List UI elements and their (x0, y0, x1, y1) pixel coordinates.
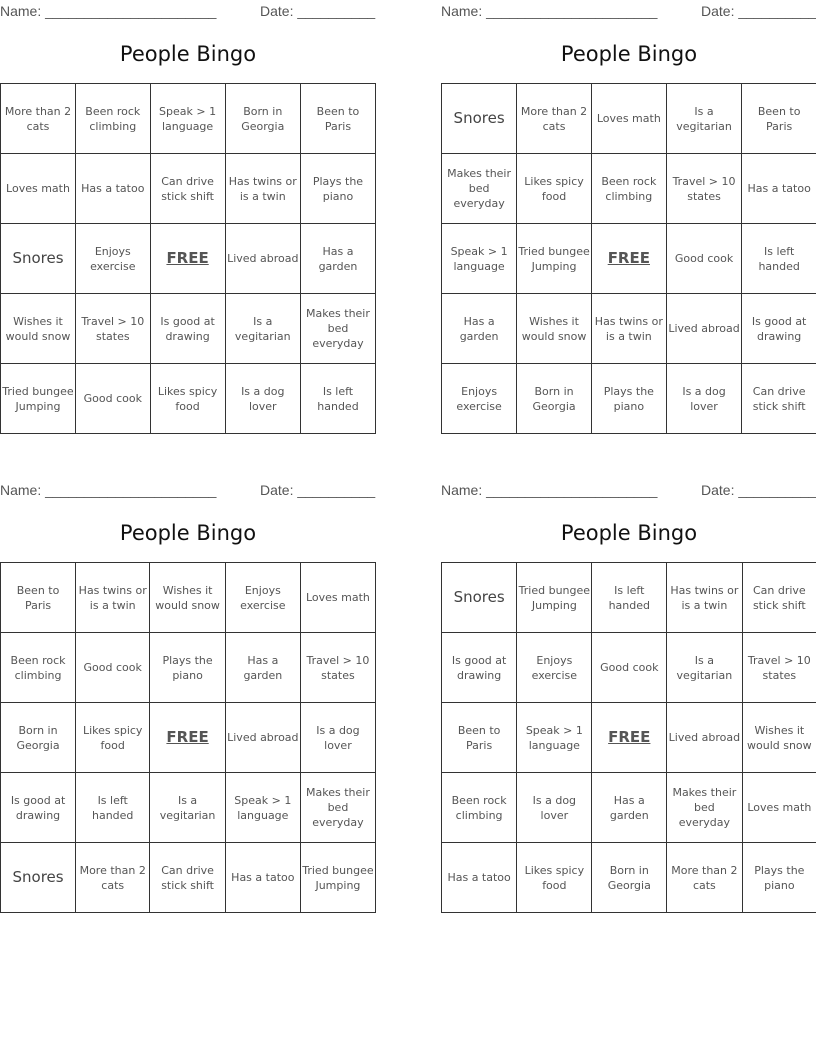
bingo-square[interactable]: Likes spicy food (150, 364, 225, 434)
bingo-square[interactable]: Wishes it would snow (150, 563, 225, 633)
date-field[interactable]: Date: __________ (260, 482, 376, 498)
bingo-square[interactable]: Been rock climbing (591, 154, 666, 224)
bingo-square[interactable]: Has a tatoo (742, 154, 816, 224)
bingo-square[interactable]: Wishes it would snow (1, 294, 76, 364)
grid-row (1, 84, 376, 154)
bingo-square[interactable]: Born in Georgia (225, 84, 300, 154)
grid-row (442, 224, 816, 294)
bingo-square[interactable]: Plays the piano (742, 843, 816, 913)
bingo-square[interactable]: Is a vegitarian (667, 633, 743, 703)
card-header (0, 479, 376, 501)
bingo-square[interactable]: Been rock climbing (75, 84, 150, 154)
bingo-square[interactable]: Likes spicy food (517, 154, 592, 224)
free-square[interactable]: FREE (150, 703, 225, 773)
bingo-square[interactable]: Is a vegitarian (150, 773, 225, 843)
grid-row (442, 773, 816, 843)
bingo-square[interactable]: Snores (1, 224, 76, 294)
bingo-square[interactable]: More than 2 cats (1, 84, 76, 154)
bingo-square[interactable]: Tried bungee Jumping (300, 843, 375, 913)
grid-row (1, 843, 376, 913)
card-title: People Bingo (560, 521, 698, 545)
bingo-square[interactable]: Has a tatoo (75, 154, 150, 224)
name-field[interactable]: Name: ______________________ (0, 482, 217, 498)
grid-row (442, 703, 816, 773)
date-field[interactable]: Date: __________ (701, 482, 816, 498)
bingo-square[interactable]: Is a dog lover (517, 773, 592, 843)
bingo-square[interactable]: Likes spicy food (76, 703, 150, 773)
bingo-square[interactable]: Speak > 1 language (517, 703, 592, 773)
bingo-square[interactable]: Has twins or is a twin (667, 563, 743, 633)
bingo-square[interactable]: Is left handed (742, 224, 816, 294)
bingo-square[interactable]: Speak > 1 language (225, 773, 300, 843)
grid-row (1, 563, 376, 633)
card-header (441, 479, 816, 501)
bingo-square[interactable]: Can drive stick shift (150, 843, 225, 913)
card-title: People Bingo (560, 42, 698, 66)
grid-row (1, 364, 376, 434)
bingo-square[interactable]: Is good at drawing (150, 294, 225, 364)
bingo-square[interactable]: Makes their bed everyday (300, 773, 375, 843)
bingo-square[interactable]: Tried bungee Jumping (517, 563, 592, 633)
bingo-square[interactable]: Has a tatoo (442, 843, 517, 913)
bingo-square[interactable]: Enjoys exercise (442, 364, 517, 434)
bingo-square[interactable]: Lived abroad (667, 703, 743, 773)
bingo-square[interactable]: Loves math (300, 563, 375, 633)
bingo-square[interactable]: Been rock climbing (442, 773, 517, 843)
bingo-card-1 (0, 0, 376, 440)
grid-row (442, 154, 816, 224)
bingo-square[interactable]: Is a vegitarian (666, 84, 742, 154)
bingo-square[interactable]: Has twins or is a twin (225, 154, 300, 224)
bingo-square[interactable]: Can drive stick shift (742, 563, 816, 633)
bingo-square[interactable]: Is good at drawing (742, 294, 816, 364)
free-square[interactable]: FREE (591, 224, 666, 294)
bingo-square[interactable]: Has a garden (225, 633, 300, 703)
grid-row (442, 563, 816, 633)
bingo-square[interactable]: Born in Georgia (592, 843, 667, 913)
bingo-card-3 (0, 479, 376, 919)
card-title: People Bingo (119, 521, 257, 545)
bingo-square[interactable]: Snores (442, 563, 517, 633)
bingo-square[interactable]: Loves math (591, 84, 666, 154)
bingo-square[interactable]: Is left handed (300, 364, 375, 434)
card-header (441, 0, 816, 22)
bingo-square[interactable]: Is good at drawing (442, 633, 517, 703)
grid-row (442, 633, 816, 703)
bingo-square[interactable]: Been to Paris (742, 84, 816, 154)
bingo-grid (0, 83, 376, 434)
bingo-square[interactable]: Speak > 1 language (442, 224, 517, 294)
bingo-square[interactable]: Plays the piano (300, 154, 375, 224)
bingo-grid (0, 562, 376, 913)
bingo-square[interactable]: Has twins or is a twin (76, 563, 150, 633)
bingo-square[interactable]: Wishes it would snow (742, 703, 816, 773)
bingo-square[interactable]: Travel > 10 states (75, 294, 150, 364)
bingo-square[interactable]: Been rock climbing (1, 633, 76, 703)
grid-row (1, 154, 376, 224)
bingo-square[interactable]: Speak > 1 language (150, 84, 225, 154)
bingo-square[interactable]: Been to Paris (442, 703, 517, 773)
bingo-square[interactable]: Good cook (76, 633, 150, 703)
bingo-square[interactable]: Can drive stick shift (742, 364, 816, 434)
bingo-square[interactable]: Good cook (75, 364, 150, 434)
bingo-square[interactable]: Enjoys exercise (225, 563, 300, 633)
bingo-square[interactable]: Makes their bed everyday (300, 294, 375, 364)
bingo-square[interactable]: Travel > 10 states (300, 633, 375, 703)
bingo-square[interactable]: Born in Georgia (1, 703, 76, 773)
bingo-grid (441, 562, 816, 913)
bingo-square[interactable]: Lived abroad (666, 294, 742, 364)
bingo-square[interactable]: Loves math (742, 773, 816, 843)
bingo-square[interactable]: Been to Paris (1, 563, 76, 633)
bingo-square[interactable]: Is a vegitarian (225, 294, 300, 364)
grid-row (442, 843, 816, 913)
free-square[interactable]: FREE (592, 703, 667, 773)
bingo-square[interactable]: More than 2 cats (76, 843, 150, 913)
bingo-square[interactable]: Makes their bed everyday (442, 154, 517, 224)
bingo-square[interactable]: Is a dog lover (225, 364, 300, 434)
bingo-square[interactable]: Has a garden (300, 224, 375, 294)
free-square[interactable]: FREE (150, 224, 225, 294)
bingo-square[interactable]: Can drive stick shift (150, 154, 225, 224)
bingo-square[interactable]: Snores (442, 84, 517, 154)
bingo-square[interactable]: Is a dog lover (666, 364, 742, 434)
grid-row (442, 84, 816, 154)
grid-row (1, 773, 376, 843)
bingo-square[interactable]: Enjoys exercise (75, 224, 150, 294)
bingo-grid (441, 83, 816, 434)
date-field[interactable]: Date: __________ (701, 3, 816, 19)
bingo-square[interactable]: Has twins or is a twin (591, 294, 666, 364)
bingo-square[interactable]: Enjoys exercise (517, 633, 592, 703)
bingo-square[interactable]: Travel > 10 states (742, 633, 816, 703)
bingo-square[interactable]: Plays the piano (591, 364, 666, 434)
bingo-square[interactable]: Lived abroad (225, 703, 300, 773)
bingo-square[interactable]: Has a garden (442, 294, 517, 364)
bingo-card-4 (441, 479, 816, 919)
bingo-square[interactable]: Is a dog lover (300, 703, 375, 773)
date-field[interactable]: Date: __________ (260, 3, 376, 19)
bingo-square[interactable]: Loves math (1, 154, 76, 224)
grid-row (442, 364, 816, 434)
bingo-square[interactable]: Has a tatoo (225, 843, 300, 913)
name-field[interactable]: Name: ______________________ (441, 482, 658, 498)
bingo-square[interactable]: Is good at drawing (1, 773, 76, 843)
bingo-square[interactable]: Travel > 10 states (666, 154, 742, 224)
grid-row (1, 294, 376, 364)
card-header (0, 0, 376, 22)
grid-row (1, 703, 376, 773)
bingo-square[interactable]: Lived abroad (225, 224, 300, 294)
grid-row (1, 633, 376, 703)
bingo-square[interactable]: Tried bungee Jumping (517, 224, 592, 294)
bingo-square[interactable]: Makes their bed everyday (667, 773, 743, 843)
bingo-square[interactable]: Has a garden (592, 773, 667, 843)
name-field[interactable]: Name: ______________________ (441, 3, 658, 19)
bingo-square[interactable]: Is left handed (592, 563, 667, 633)
bingo-square[interactable]: Tried bungee Jumping (1, 364, 76, 434)
name-field[interactable]: Name: ______________________ (0, 3, 217, 19)
bingo-square[interactable]: Is left handed (76, 773, 150, 843)
bingo-square[interactable]: Plays the piano (150, 633, 225, 703)
bingo-square[interactable]: Born in Georgia (517, 364, 592, 434)
bingo-square[interactable]: Snores (1, 843, 76, 913)
bingo-square[interactable]: Wishes it would snow (517, 294, 592, 364)
bingo-square[interactable]: Good cook (592, 633, 667, 703)
card-title: People Bingo (119, 42, 257, 66)
bingo-square[interactable]: More than 2 cats (517, 84, 592, 154)
bingo-square[interactable]: Likes spicy food (517, 843, 592, 913)
bingo-square[interactable]: Been to Paris (300, 84, 375, 154)
grid-row (442, 294, 816, 364)
grid-row (1, 224, 376, 294)
bingo-square[interactable]: More than 2 cats (667, 843, 743, 913)
bingo-square[interactable]: Good cook (666, 224, 742, 294)
bingo-card-2 (441, 0, 816, 440)
